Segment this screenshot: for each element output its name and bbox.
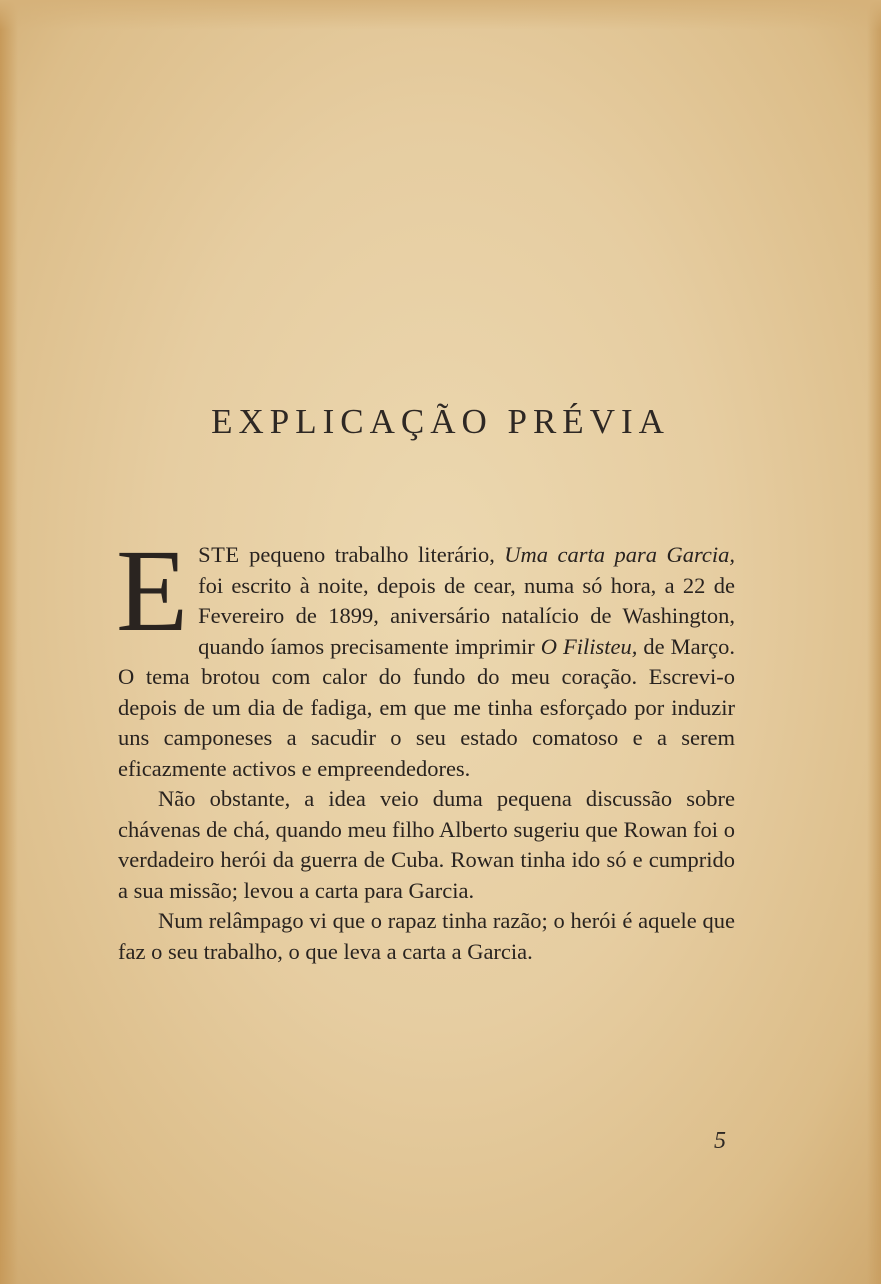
page-number: 5	[714, 1128, 726, 1154]
page-edge-shadow-left	[0, 0, 18, 1284]
page-edge-shadow-top	[0, 0, 881, 30]
paragraph-2: Não obstante, a idea veio duma pequena discussão sobre chávenas de chá, quando meu filho Alberto sugeriu que Rowan foi o verdadeiro herói da guerra de Cuba. Rowan tinha ido só e cumprido a sua missão; levou a carta para Garcia.	[118, 786, 735, 903]
paragraph-1	[116, 525, 736, 784]
book-title-uma-carta: Uma carta para Garcia,	[504, 542, 736, 567]
body-text	[116, 525, 736, 967]
book-title-o-filisteu: O Filisteu,	[540, 633, 638, 659]
page-title-text: EXPLICAÇÃO PRÉVIA	[211, 402, 670, 441]
page-edge-shadow-right	[867, 0, 881, 1284]
paragraph-1-text-2: foi escrito à noite, depois de cear, numa só hora, a 22 de Fevereiro de 1899, aniversário natalício de Washington, quando íamos precisamente imprimir	[198, 572, 735, 659]
lead-in-text: STE	[198, 542, 240, 567]
paragraph-1-text-3: de Março. O tema brotou com calor do fundo do meu coração. Escrevi-o depois de um dia de fadiga, em que me tinha esforçado por induzir uns camponeses a sacudir o seu estado comatoso e a serem eficazmente activos e empreendedores.	[118, 633, 735, 781]
paragraph-3: Num relâmpago vi que o rapaz tinha razão; o herói é aquele que faz o seu trabalho, o que leva a carta a Garcia.	[118, 908, 735, 964]
page-title	[0, 402, 881, 442]
drop-cap: E	[116, 525, 189, 656]
paragraph-1-text-1: pequeno trabalho literário,	[239, 542, 505, 567]
